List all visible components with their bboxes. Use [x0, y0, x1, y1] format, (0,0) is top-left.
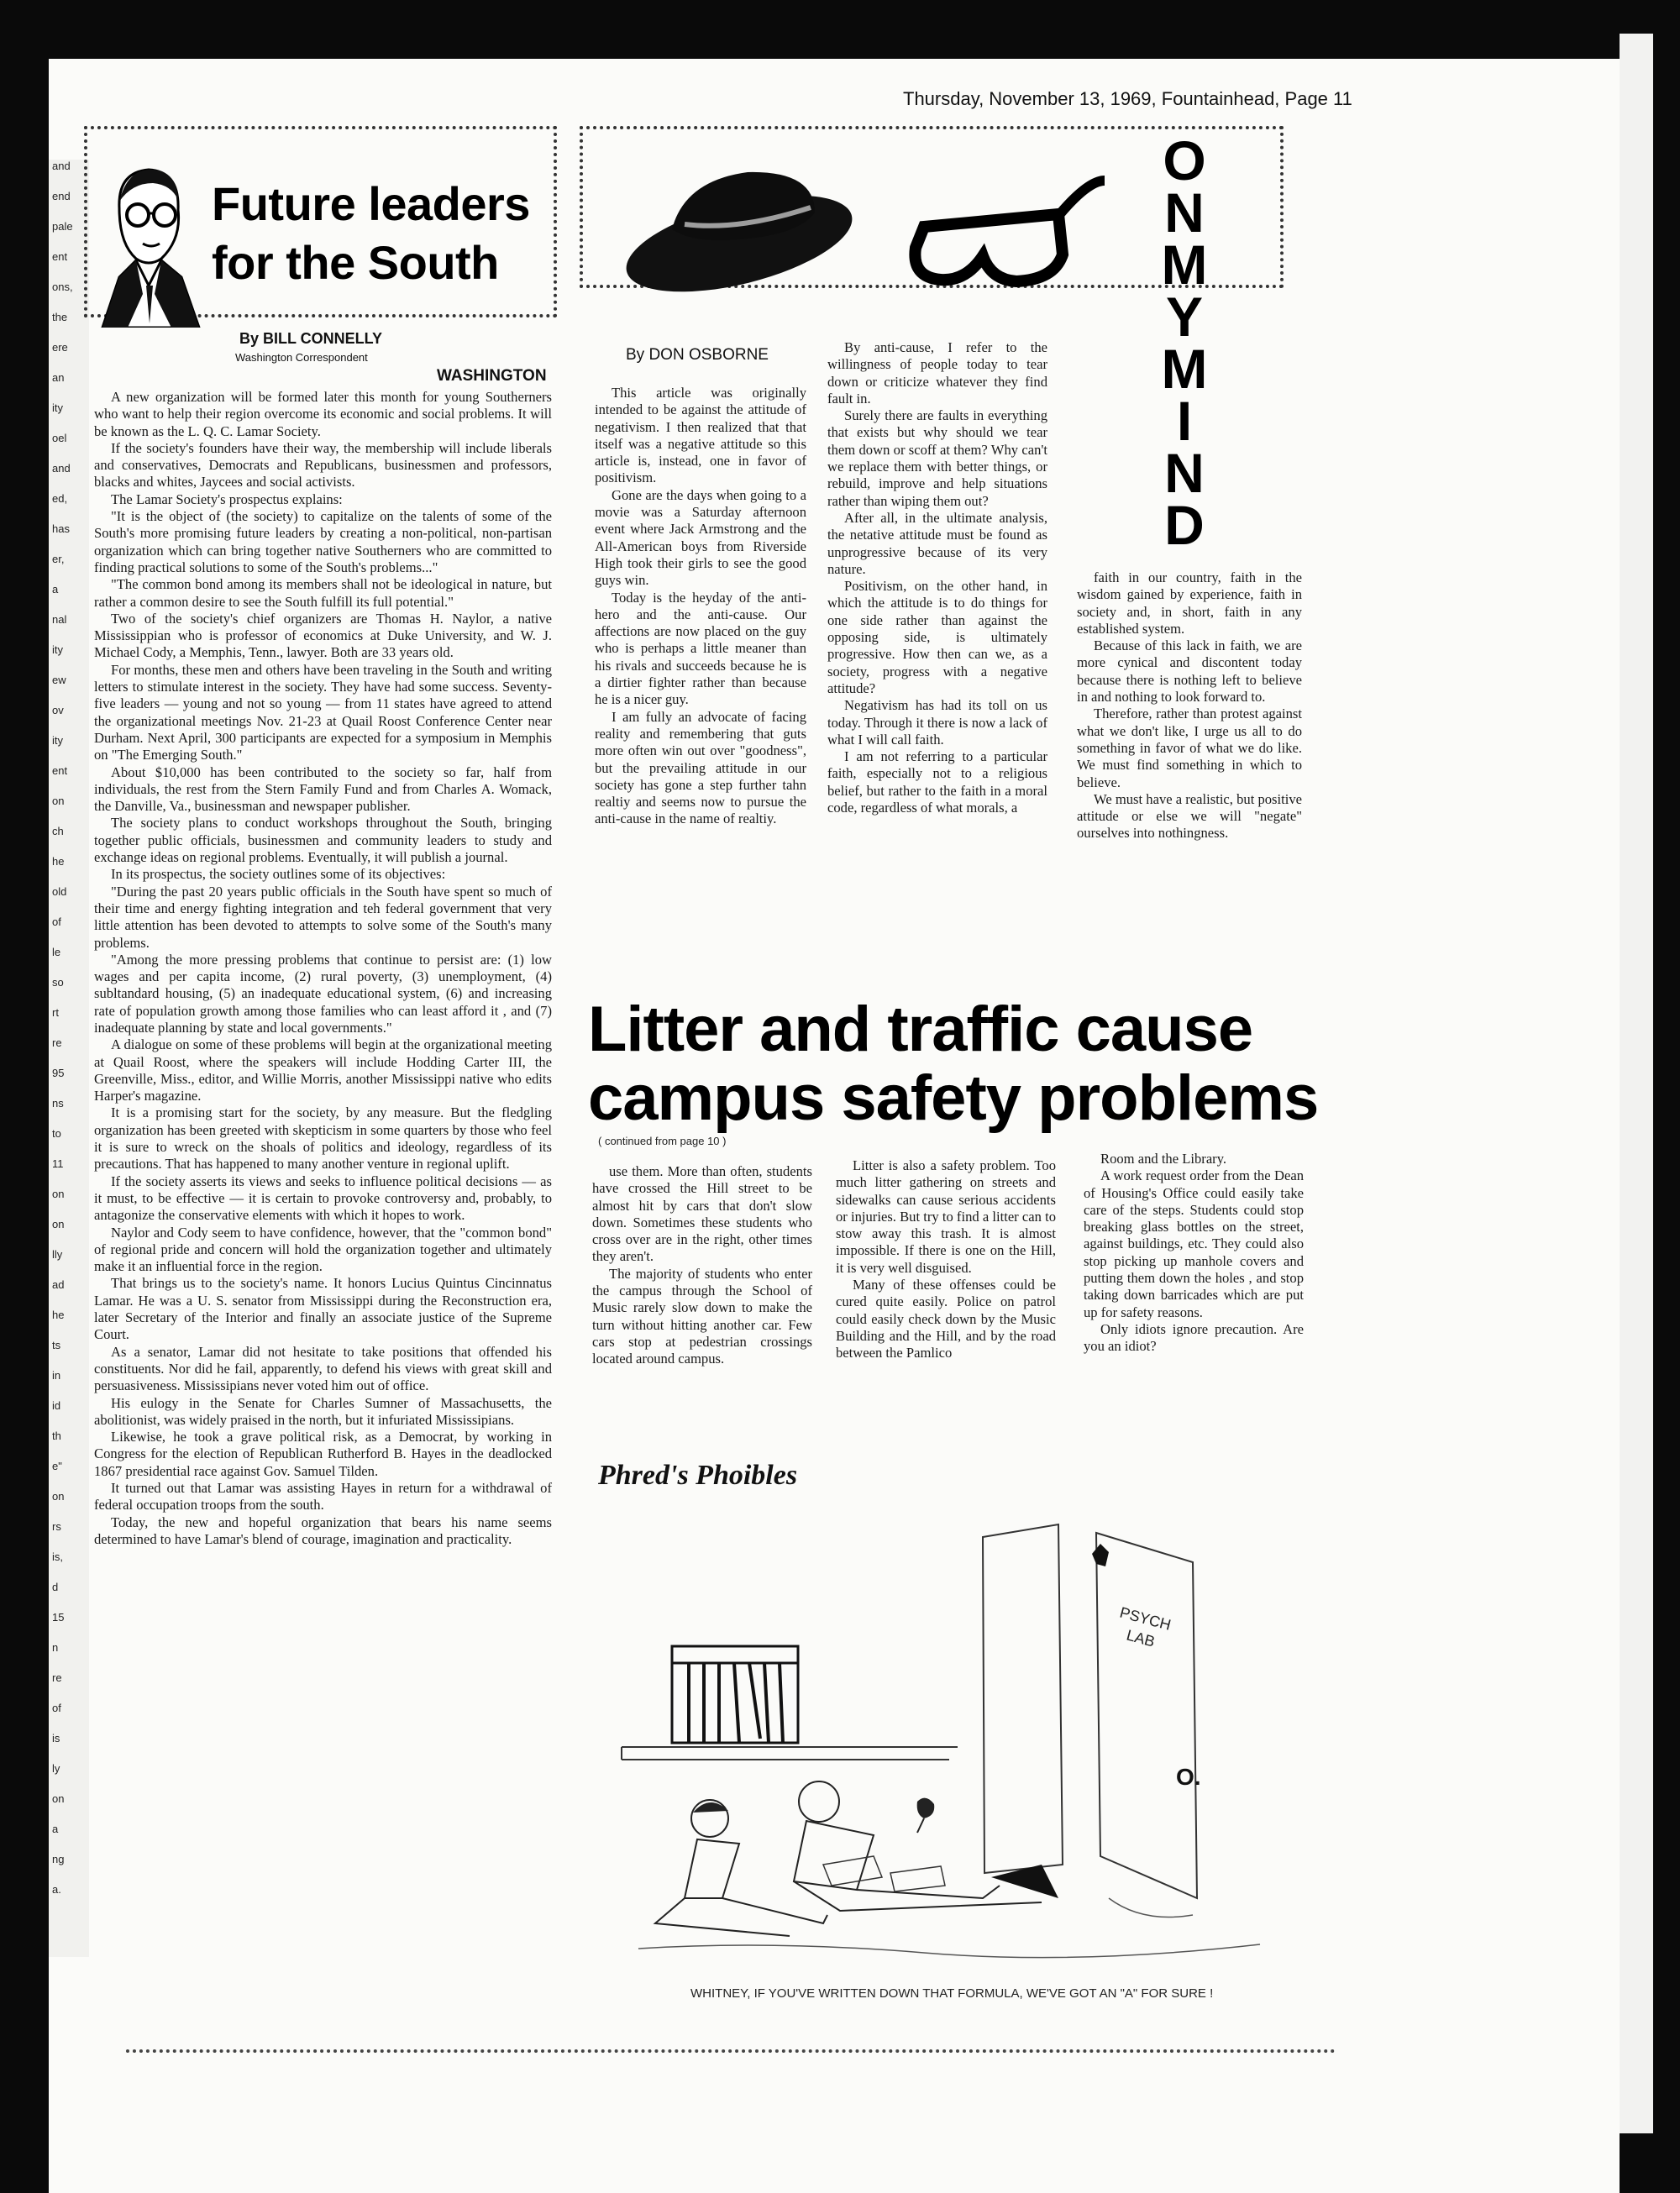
margin-fragment: ed, — [52, 492, 68, 505]
title-letter: O — [1163, 129, 1206, 191]
columnist-portrait — [94, 160, 203, 328]
paragraph: Naylor and Cody seem to have confidence, however, that the "common bond" of regional pride and concern will hold the organization together and ultimately make it an influential force in the region. — [94, 1224, 552, 1275]
margin-fragment: on — [52, 1188, 65, 1200]
paragraph: In its prospectus, the society outlines some of its objectives: — [111, 866, 446, 883]
page-dateline: Thursday, November 13, 1969, Fountainhead, Page 11 — [903, 88, 1352, 109]
margin-fragment: re — [52, 1036, 62, 1049]
paragraph: Two of the society's chief organizers are Thomas H. Naylor, a native Mississippian who is professor of economics at Duke University, and W. J. Michael Cody, a Memphis, Tenn., lawyer. Both are 33 years old. — [94, 610, 552, 661]
margin-fragment: ere — [52, 341, 68, 354]
title-letter: N — [1164, 181, 1205, 244]
margin-fragment: is — [52, 1732, 60, 1744]
margin-fragment: in — [52, 1369, 61, 1382]
margin-fragment: has — [52, 522, 70, 535]
margin-fragment: ity — [52, 643, 63, 656]
cartoon-caption: WHITNEY, IF YOU'VE WRITTEN DOWN THAT FORMULA, WE'VE GOT AN "A" FOR SURE ! — [690, 1986, 1214, 2001]
paragraph: Many of these offenses could be cured quite easily. Police on patrol could easily check down by the Music Building and the Hill, and by the road between the Pamlico — [836, 1277, 1056, 1361]
paragraph: Therefore, rather than protest against what we don't like, I urge us all to do something in favor of what we do like. We must find something in which to believe. — [1077, 706, 1302, 790]
paragraph: Litter is also a safety problem. Too much litter gathering on streets and sidewalks can cause serious accidents or injuries. But try to find a litter can to stow away this trash. It is almost impossible. If there is one on the Hill, it is very well disguised. — [836, 1157, 1056, 1276]
paragraph: Likewise, he took a grave political risk, as a Democrat, by working in Congress for the election of Republican Rutherford B. Hayes in the deadlocked 1867 presidential race against Gov. Samuel Tilden. — [94, 1429, 552, 1479]
paragraph: If the society asserts its views and seeks to influence political decisions — as it must, to be effective — it is certain to provoke controversy and, probably, to antagonize the conservative elements with which it hopes to work. — [94, 1173, 552, 1224]
paragraph: The Lamar Society's prospectus explains: — [111, 491, 343, 507]
paragraph: About $10,000 has been contributed to the society so far, half from individuals, the rest from the Stern Family Fund and from Charles A. Womack, the Danville, Va., businessman and newspaper publisher. — [94, 763, 552, 815]
margin-fragment: the — [52, 311, 68, 323]
column2-byline: By DON OSBORNE — [626, 346, 769, 364]
paragraph: His eulogy in the Senate for Charles Sumner of Massachusetts, the abolitionist, was widely praised in the north, but it infuriated Mississipians. — [94, 1394, 552, 1428]
hat-and-glasses-illustration — [622, 147, 1126, 315]
margin-fragment: is, — [52, 1550, 63, 1563]
paragraph: Positivism, on the other hand, in which the attitude is to do things for one side rather than against the opposing side, is ultimately progressive. How then can we, as a society, progress with a negative attitude? — [827, 578, 1047, 696]
paragraph: The society plans to conduct workshops throughout the South, bringing together public officials, businessmen and community leaders to study and exchange ideas on regional problems. Eventually, it will publish a journal. — [94, 815, 552, 866]
paragraph: use them. More than often, students have crossed the Hill street to be almost hit by cars that don't slow down. Sometimes these students who cross over are in the right, other times they aren't. — [592, 1163, 812, 1265]
paragraph: "During the past 20 years public officials in the South have spent so much of their time and energy fighting integration and teh federal government that very little attention has been devoted to attempts to solve some of the South's many problems. — [94, 883, 552, 951]
continued-note: ( continued from page 10 ) — [598, 1135, 727, 1147]
article1-headline-line1: Future leaders — [212, 177, 530, 230]
paragraph: Gone are the days when going to a movie was a Saturday afternoon event where Jack Armstrong and the All-American boys from Riverside High took their girls to see the good guys win. — [595, 486, 806, 589]
margin-fragment: a — [52, 1823, 59, 1835]
column2-col-b — [827, 339, 1047, 816]
margin-fragment: and — [52, 160, 71, 172]
margin-fragment: ity — [52, 734, 63, 747]
margin-fragment: re — [52, 1671, 62, 1684]
margin-fragment: rt — [52, 1006, 59, 1019]
margin-fragment: on — [52, 1792, 65, 1805]
margin-fragment: ly — [52, 1762, 60, 1775]
margin-fragment: an — [52, 371, 65, 384]
right-page-edge — [1620, 34, 1653, 2133]
margin-fragment: on — [52, 795, 65, 807]
margin-fragment: er, — [52, 553, 65, 565]
article3-headline — [588, 995, 1318, 1133]
paragraph: A new organization will be formed later this month for young Southerners who want to help their region overcome its economic and social problems. It will be known as the L. Q. C. Lamar Society. — [94, 389, 552, 439]
door-number: O. — [1176, 1764, 1201, 1790]
bottom-dotted-rule — [126, 2049, 1336, 2053]
margin-fragment: ons, — [52, 281, 73, 293]
margin-fragment: 95 — [52, 1067, 65, 1079]
article1-headline-line2: for the South — [212, 236, 499, 289]
paragraph: The majority of students who enter the campus through the School of Music rarely slow down to make the turn without hitting another car. Few cars stop at pedestrian crossings located around campus. — [592, 1265, 812, 1367]
paragraph: Room and the Library. — [1100, 1151, 1227, 1167]
margin-fragment: nal — [52, 613, 67, 626]
column-title-vertical — [1147, 129, 1222, 556]
margin-fragment: to — [52, 1127, 61, 1140]
paragraph: Only idiots ignore precaution. Are you an idiot? — [1084, 1320, 1304, 1355]
paragraph: It turned out that Lamar was assisting Hayes in return for a withdrawal of federal occupation troops from the south. — [94, 1480, 552, 1514]
article3-col-a — [592, 1163, 812, 1368]
margin-fragment: ad — [52, 1278, 65, 1291]
margin-fragment: 11 — [52, 1157, 64, 1170]
door-label-line1: PSYCH — [1117, 1603, 1173, 1634]
margin-fragment: n — [52, 1641, 59, 1654]
article1-dateline: WASHINGTON — [437, 367, 547, 385]
paragraph: faith in our country, faith in the wisdom gained by experience, faith in society and, in short, faith in any established system. — [1077, 569, 1302, 637]
margin-fragment: pale — [52, 220, 73, 233]
margin-fragment: he — [52, 855, 65, 868]
title-letter: D — [1164, 494, 1205, 556]
paragraph: "It is the object of (the society) to capitalize on the talents of some of the South's more promising future leaders by creating a non-political, non-partisan organization which can bring together native Southerners who are committed to finding practical solutions to some of the South's problems..." — [94, 508, 552, 575]
margin-fragment: id — [52, 1399, 61, 1412]
margin-fragment: ts — [52, 1339, 61, 1351]
article3-col-c — [1084, 1151, 1304, 1356]
margin-fragment: ns — [52, 1097, 64, 1110]
margin-fragment: ity — [52, 401, 63, 414]
margin-fragment: ch — [52, 825, 64, 837]
paragraph: By anti-cause, I refer to the willingness of people today to tear down or criticize whatever they find fault in. — [827, 339, 1047, 407]
margin-fragment: rs — [52, 1520, 61, 1533]
margin-fragment: e" — [52, 1460, 62, 1472]
title-letter: N — [1164, 442, 1205, 504]
paragraph: Today is the heyday of the anti-hero and the anti-cause. Our affections are now placed on the guy who is perhaps a little meaner than his rivals and succeeds because he is a dirtier fighter rather than because he is a nicer guy. — [595, 589, 806, 708]
margin-fragment: th — [52, 1430, 61, 1442]
margin-fragment: ng — [52, 1853, 65, 1865]
left-page-edge — [49, 160, 89, 1957]
paragraph: As a senator, Lamar did not hesitate to take positions that offended his constituents. Nor did he fail, apparently, to defend his views with great skill and persuasiveness. Mississipians never voted him out of office. — [94, 1343, 552, 1394]
margin-fragment: on — [52, 1490, 65, 1503]
paragraph: "Among the more pressing problems that continue to persist are: (1) low wages and per capita income, (2) rural poverty, (3) unemployment, (4) subltandard housing, (5) an inadequate educational system, (6) and increasing rate of population growth among those families who can least afford it , and (7) inadequate planning by state and local governments." — [94, 951, 552, 1036]
paragraph: For months, these men and others have been traveling in the South and writing letters to stimulate interest in the society. They have had some success. Seventy-five leaders — young and not so young — from 11 states have agreed to attend the organizational meetings Nov. 21-23 at Quail Roost Conference Center near Durham. Next April, 300 participants are expected for a symposium in Memphis on "The Emerging South." — [94, 661, 552, 763]
margin-fragment: so — [52, 976, 64, 989]
margin-fragment: d — [52, 1581, 59, 1593]
article3-headline-line1: Litter and traffic cause — [588, 994, 1253, 1065]
article3-col-b — [836, 1157, 1056, 1362]
paragraph: A dialogue on some of these problems will begin at the organizational meeting at Quail Roost, where the speakers will include Hodding Carter III, the Greenville, Miss., editor, and Willie Morris, another Mississippi native who edits Harper's magazine. — [94, 1036, 552, 1104]
margin-fragment: a — [52, 583, 59, 595]
article1-role: Washington Correspondent — [235, 351, 368, 364]
article1-headline — [212, 175, 530, 292]
article1-body — [94, 389, 552, 1548]
article3-headline-line2: campus safety problems — [588, 1062, 1319, 1134]
title-letter: M — [1161, 338, 1208, 400]
column2-col-c — [1077, 569, 1302, 842]
cartoon-illustration — [605, 1503, 1344, 1974]
paragraph: Because of this lack in faith, we are more cynical and discontent today because there is nothing left to believe in and nothing to look forward to. — [1077, 637, 1302, 706]
paragraph: Negativism has had its toll on us today. Through it there is now a lack of what I will call faith. — [827, 697, 1047, 748]
margin-fragment: ent — [52, 250, 68, 263]
door-label-line2: LAB — [1124, 1626, 1158, 1650]
margin-fragment: a. — [52, 1883, 61, 1896]
paragraph: A work request order from the Dean of Housing's Office could easily take care of the steps. Students could stop breaking glass bottles on the street, against buildings, etc. They could also stop picking up manhole covers and putting them down the holes , and stop taking down barricades which are put up for safety reasons. — [1084, 1167, 1304, 1320]
paragraph: It is a promising start for the society, by any measure. But the fledgling organization has been greeted with skepticism in some quarters by those who feel it is sure to wreck on the shoals of politics and ideology, regardless of its precautions. That has happened to many another venture in regional uplift. — [94, 1104, 552, 1173]
cartoon-title: Phred's Phoibles — [598, 1460, 798, 1491]
margin-fragment: he — [52, 1309, 65, 1321]
margin-fragment: and — [52, 462, 71, 475]
title-letter: Y — [1165, 286, 1204, 348]
margin-fragment: old — [52, 885, 67, 898]
paragraph: "The common bond among its members shall not be ideological in nature, but rather a common desire to see the South fulfill its full potential." — [94, 576, 552, 610]
margin-fragment: ew — [52, 674, 66, 686]
column2-col-a — [595, 385, 806, 828]
margin-fragment: end — [52, 190, 71, 202]
title-letter: I — [1176, 390, 1193, 452]
margin-fragment: oel — [52, 432, 67, 444]
paragraph: If the society's founders have their way, the membership will include liberals and conservatives, Democrats and Republicans, businessmen and professors, blacks and whites, Jaycees and social activists. — [94, 439, 552, 491]
margin-fragment: ov — [52, 704, 64, 716]
margin-fragment: le — [52, 946, 61, 958]
article1-byline: By BILL CONNELLY — [239, 330, 383, 347]
paragraph: We must have a realistic, but positive attitude or else we will "negate" ourselves into nothingness. — [1077, 790, 1302, 842]
margin-fragment: on — [52, 1218, 65, 1230]
margin-fragment: lly — [52, 1248, 63, 1261]
paragraph: That brings us to the society's name. It honors Lucius Quintus Cincinnatus Lamar. He was a U. S. senator from Mississippi during the Reconstruction era, later Secretary of the Interior and finally an associate justice of the Supreme Court. — [94, 1275, 552, 1343]
paragraph: I am not referring to a particular faith, especially not to a religious belief, but rather to the faith in a moral code, regardless of what morals, a — [827, 748, 1047, 816]
title-letter: M — [1161, 233, 1208, 296]
paragraph: This article was originally intended to be against the attitude of negativism. I then realized that that itself was a negative attitude so this article is, instead, one in favor of positivism. — [595, 385, 806, 486]
margin-fragment: of — [52, 915, 61, 928]
margin-fragment: of — [52, 1702, 61, 1714]
margin-fragment: ent — [52, 764, 68, 777]
paragraph: After all, in the ultimate analysis, the netative attitude must be found as unprogressive because of its very nature. — [827, 509, 1047, 577]
paragraph: Today, the new and hopeful organization that bears his name seems determined to have Lamar's blend of courage, imagination and practicality. — [94, 1514, 552, 1547]
paragraph: I am fully an advocate of facing reality and remembering that guts more often win out over "goodness", but the prevailing attitude in our society has gone a step further tahn realtiy and seems now to pursue the anti-cause in the name of realtiy. — [595, 708, 806, 827]
paragraph: Surely there are faults in everything that exists but why should we tear them down or scoff at them? Why can't we replace them with better things, or rebuild, improve and help situations rather than wiping them out? — [827, 407, 1047, 509]
margin-fragment: 15 — [52, 1611, 65, 1624]
